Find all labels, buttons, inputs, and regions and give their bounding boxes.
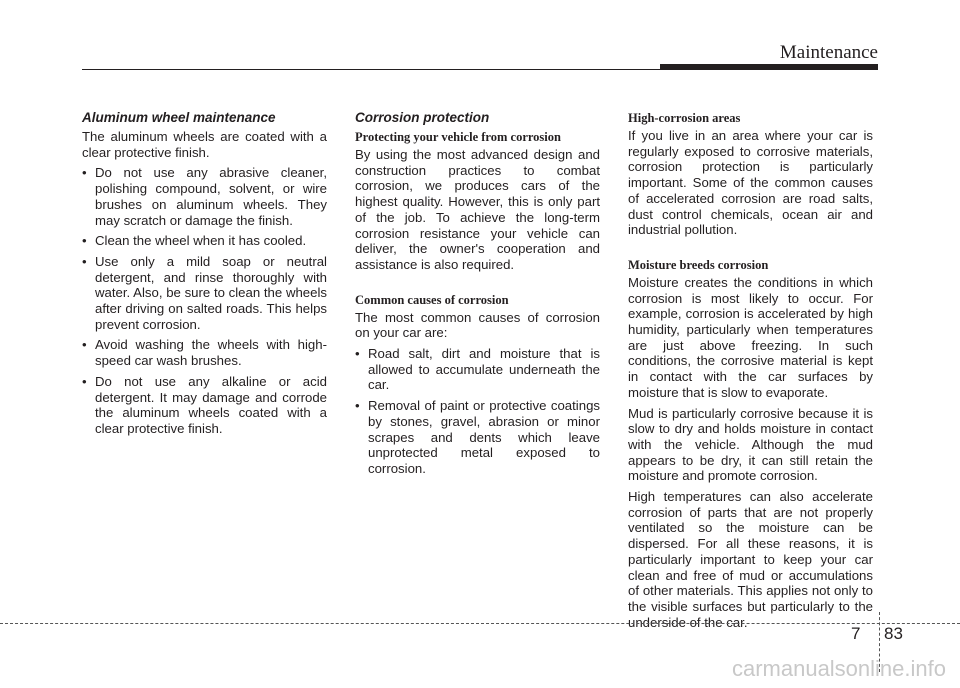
list-item: • Removal of paint or protective coatings by stones, gravel, abrasion or minor scrapes and dents which leave unprotected metal exposed to corrosion. — [355, 398, 600, 477]
list-item: • Avoid washing the wheels with high-speed car wash brushes. — [82, 337, 327, 368]
section-title: Maintenance — [779, 42, 878, 63]
high-temperature-paragraph: High temperatures can also accelerate corrosion of parts that are not properly ventilated so the moisture can be dispersed. For all these reasons, it is particularly important to keep your car clean and free of mud or accumulations of other materials. This applies not only to the visible surfaces but particularly to the underside of the car. — [628, 489, 873, 630]
high-corrosion-paragraph: If you live in an area where your car is regularly exposed to corrosive materials, corrosion protection is particularly important. Some of the common causes of accelerated corrosion are road salts, dust control chemicals, ocean air and industrial pollution. — [628, 128, 873, 238]
header-bar — [660, 64, 878, 70]
watermark: carmanualsonline.info — [731, 656, 946, 681]
protecting-vehicle-subheading: Protecting your vehicle from corrosion — [355, 130, 561, 144]
aluminum-wheel-heading: Aluminum wheel maintenance — [82, 110, 276, 125]
column-high-corrosion — [628, 110, 873, 635]
moisture-subheading: Moisture breeds corrosion — [628, 257, 769, 272]
corrosion-protection-heading: Corrosion protection — [355, 110, 490, 125]
common-causes-paragraph: The most common causes of corrosion on your car are: — [355, 309, 600, 341]
common-causes-subheading: Common causes of corrosion — [355, 292, 509, 307]
list-item: • Do not use any alkaline or acid detergent. It may damage and corrode the aluminum wheels coated with a clear protective finish. — [82, 374, 327, 437]
page-number: 83 — [884, 624, 903, 643]
header-rule — [82, 69, 660, 70]
high-corrosion-subheading: High-corrosion areas — [628, 111, 741, 125]
column-aluminum-wheel — [82, 110, 327, 442]
list-item: • Road salt, dirt and moisture that is allowed to accumulate underneath the car. — [355, 346, 600, 393]
list-item: • Clean the wheel when it has cooled. — [82, 233, 327, 249]
moisture-paragraph: Moisture creates the conditions in which corrosion is most likely to occur. For example, corrosion is accelerated by high humidity, particularly when temperatures are just above freezing. In such conditions, the corrosive material is kept in contact with the car surfaces by moisture that is slow to evaporate. — [628, 274, 873, 400]
aluminum-wheel-list — [82, 165, 327, 436]
chapter-number: 7 — [851, 624, 861, 643]
list-item: • Do not use any abrasive cleaner, polishing compound, solvent, or wire brushes on aluminum wheels. They may scratch or damage the finish. — [82, 165, 327, 228]
column-corrosion-protection — [355, 110, 600, 482]
protecting-vehicle-paragraph: By using the most advanced design and construction practices to combat corrosion, we produces cars of the highest quality. However, this is only part of the job. To achieve the long-term corrosion resistance your vehicle can deliver, the owner's cooperation and assistance is also required. — [355, 147, 600, 272]
footer-rule — [0, 623, 960, 624]
common-causes-list — [355, 346, 600, 477]
list-item: • Use only a mild soap or neutral detergent, and rinse thoroughly with water. Also, be sure to clean the wheels after driving on salted roads. This helps prevent corrosion. — [82, 254, 327, 333]
mud-paragraph: Mud is particularly corrosive because it is slow to dry and holds moisture in contact with the vehicle. Although the mud appears to be dry, it can still retain the moisture and promote corrosion. — [628, 405, 873, 484]
aluminum-wheel-intro: The aluminum wheels are coated with a clear protective finish. — [82, 129, 327, 160]
